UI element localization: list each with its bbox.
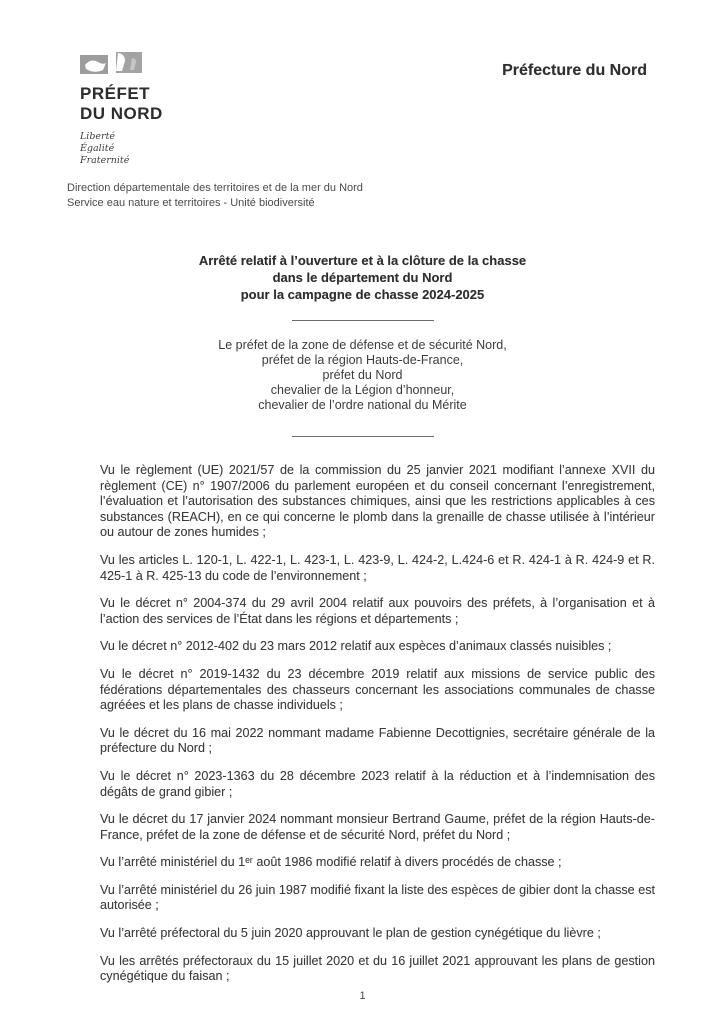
authority-line-5: chevalier de l’ordre national du Mérite [258, 398, 467, 412]
recital-paragraph: Vu le décret n° 2019-1432 du 23 décembre 2019 relatif aux missions de service public des fédérations départementales des chasseurs concernant les associations communales de chasse agréées et les plans de chasse individuels ; [100, 666, 655, 713]
recital-paragraph: Vu l’arrêté ministériel du 26 juin 1987 modifié fixant la liste des espèces de gibier dont la chasse est autorisée ; [100, 882, 655, 913]
recital-paragraph: Vu le décret n° 2004-374 du 29 avril 2004 relatif aux pouvoirs des préfets, à l’organisation et à l’action des services de l’État dans les régions et départements ; [100, 596, 655, 626]
prefet-name [80, 84, 260, 124]
recital-paragraph: Vu l’arrêté ministériel du 1ᵉʳ août 1986 modifié relatif à divers procédés de chasse ; [100, 855, 562, 870]
prefet-name-line2: DU NORD [80, 104, 163, 123]
authority-line-1: Le préfet de la zone de défense et de sécurité Nord, [218, 338, 507, 352]
title-line3: pour la campagne de chasse 2024-2025 [240, 287, 485, 302]
title-line1: Arrêté relatif à l’ouverture et à la clôture de la chasse [198, 253, 527, 268]
republic-motto [80, 131, 260, 167]
marianne-logo-icon [80, 52, 260, 76]
motto-fraternite: Fraternité [80, 155, 130, 166]
separator-line-top [292, 320, 434, 321]
recital-paragraph: Vu les articles L. 120-1, L. 422-1, L. 423-1, L. 423-9, L. 424-2, L.424-6 et R. 424-1 à R. 424-9 et R. 425-1 à R. 425-13 du code de l’environnement ; [100, 552, 655, 583]
signing-authority [0, 338, 725, 413]
recital-paragraph: Vu le décret du 17 janvier 2024 nommant monsieur Bertrand Gaume, préfet de la région Hauts-de-France, préfet de la zone de défense et de sécurité Nord, préfet du Nord ; [100, 812, 655, 842]
prefet-logo-block [80, 52, 260, 167]
separator-line-bottom [292, 436, 434, 437]
issuing-service [67, 181, 725, 210]
service-line-unit: Service eau nature et territoires - Unité biodiversité [67, 196, 315, 209]
title-line2: dans le département du Nord [272, 270, 453, 285]
authority-line-4: chevalier de la Légion d’honneur, [270, 383, 455, 397]
recital-paragraph: Vu les arrêtés préfectoraux du 15 juillet 2020 et du 16 juillet 2021 approuvant les plans de gestion cynégétique du faisan ; [100, 953, 655, 984]
recital-paragraph: Vu le décret n° 2012-402 du 23 mars 2012 relatif aux espèces d’animaux classés nuisibles ; [100, 639, 612, 654]
decree-recitals [100, 463, 655, 985]
motto-egalite: Égalité [80, 143, 115, 154]
recital-paragraph: Vu le décret du 16 mai 2022 nommant madame Fabienne Decottignies, secrétaire générale de la préfecture du Nord ; [100, 725, 655, 756]
service-line-direction: Direction départementale des territoires et de la mer du Nord [67, 182, 363, 194]
authority-line-2: préfet de la région Hauts-de-France, [261, 353, 464, 367]
authority-line-3: préfet du Nord [322, 368, 403, 382]
page-number: 1 [359, 990, 366, 1002]
prefecture-title: Préfecture du Nord [502, 62, 647, 79]
document-header [0, 0, 725, 167]
document-title [0, 252, 725, 303]
motto-liberte: Liberté [80, 131, 116, 142]
recital-paragraph: Vu le décret n° 2023-1363 du 28 décembre 2023 relatif à la réduction et à l’indemnisation des dégâts de grand gibier ; [100, 768, 655, 799]
prefet-name-line1: PRÉFET [80, 84, 151, 103]
recital-paragraph: Vu le règlement (UE) 2021/57 de la commission du 25 janvier 2021 modifiant l’annexe XVII du règlement (CE) n° 1907/2006 du parlement européen et du conseil concernant l’enregistrement, l’évaluation et l’autorisation des substances chimiques, ainsi que les restrictions applicables à ces substances (REACH), en ce qui concerne le plomb dans la grenaille de chasse utilisée à l’intérieur ou autour de zones humides ; [100, 463, 655, 540]
recital-paragraph: Vu l’arrêté préfectoral du 5 juin 2020 approuvant le plan de gestion cynégétique du lièvre ; [100, 926, 601, 941]
